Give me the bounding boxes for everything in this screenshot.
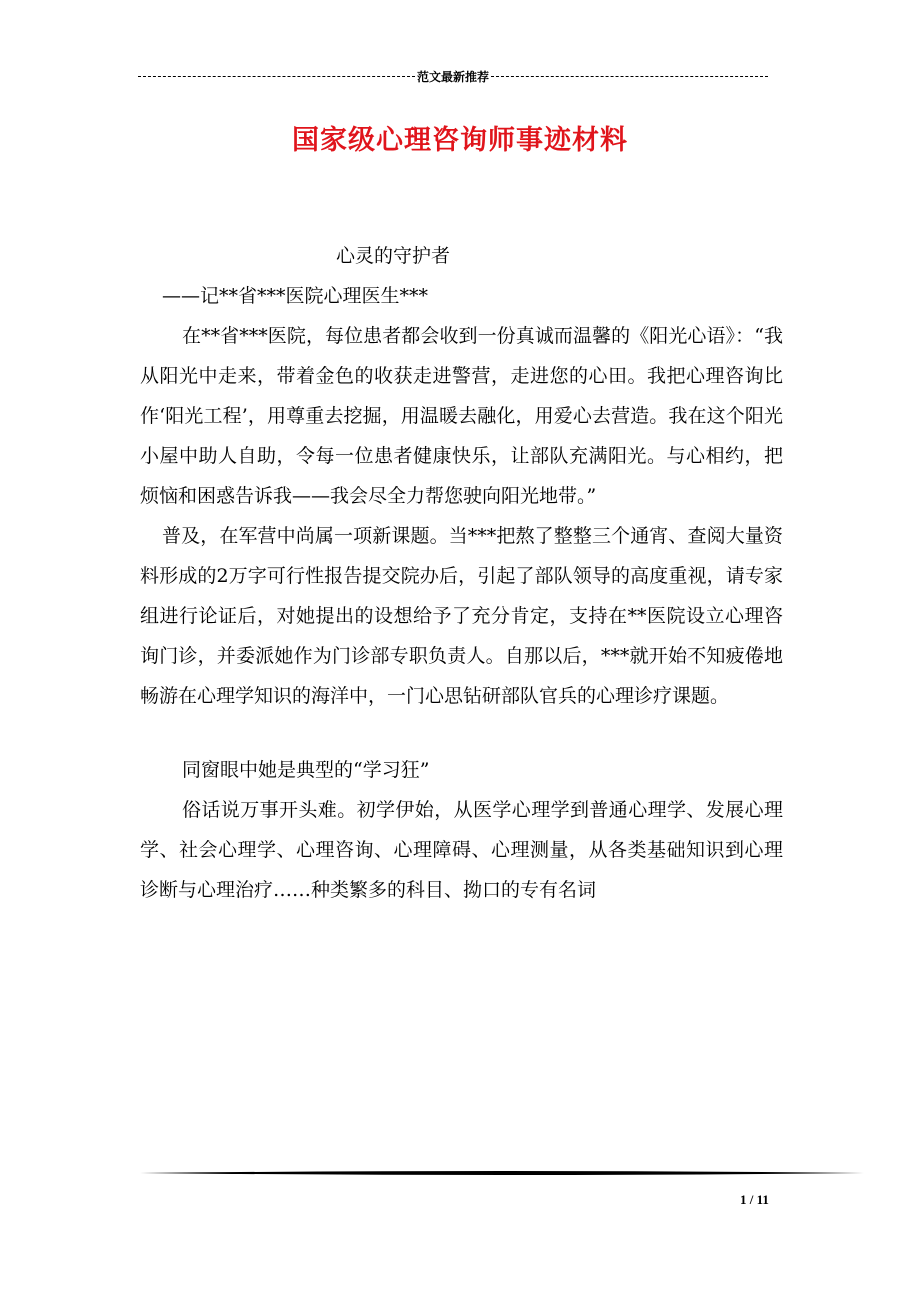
header-dash-left	[138, 76, 415, 77]
body-paragraph-1: 在**省***医院，每位患者都会收到一份真诚而温馨的《阳光心语》：“我从阳光中走来，带着金色的收获走进警营，走进您的心田。我把心理咨询比作‘阳光工程’，用尊重去挖掘，用温暖去融化，用爱心去营造。我在这个阳光小屋中助人自助，令每一位患者健康快乐，让部队充满阳光。与心相约，把烦恼和困惑告诉我——我会尽全力帮您驶向阳光地带。”	[140, 325, 783, 507]
body-paragraph-3: 俗话说万事开头难。初学伊始，从医学心理学到普通心理学、发展心理学、社会心理学、心理咨询、心理障碍、心理测量，从各类基础知识到心理诊断与心理治疗……种类繁多的科目、拗口的专有名词	[140, 799, 783, 901]
header-text: 范文最新推荐	[417, 69, 490, 84]
body-paragraph-2: 普及，在军营中尚属一项新课题。当***把熬了整整三个通宵、查阅大量资料形成的2万字可行性报告提交院办后，引起了部队领导的高度重视，请专家组进行论证后，对她提出的设想给予了充分肯定，支持在**医院设立心理咨询门诊，并委派她作为门诊部专职负责人。自那以后，***就开始不知疲倦地畅游在心理学知识的海洋中，一门心思钻研部队官兵的心理诊疗课题。	[140, 525, 783, 707]
document-byline: ——记**省***医院心理医生***	[162, 285, 429, 307]
page-header	[138, 66, 768, 86]
document-subtitle: 心灵的守护者	[336, 245, 451, 267]
section-heading: 同窗眼中她是典型的“学习狂”	[182, 759, 430, 781]
page-number: 1 / 11	[740, 1192, 769, 1207]
header-dash-right	[491, 76, 768, 77]
footer-rule	[140, 1170, 864, 1176]
paragraph-gap	[140, 716, 783, 750]
document-title: 国家级心理咨询师事迹材料	[292, 125, 628, 156]
document-body	[140, 236, 783, 910]
